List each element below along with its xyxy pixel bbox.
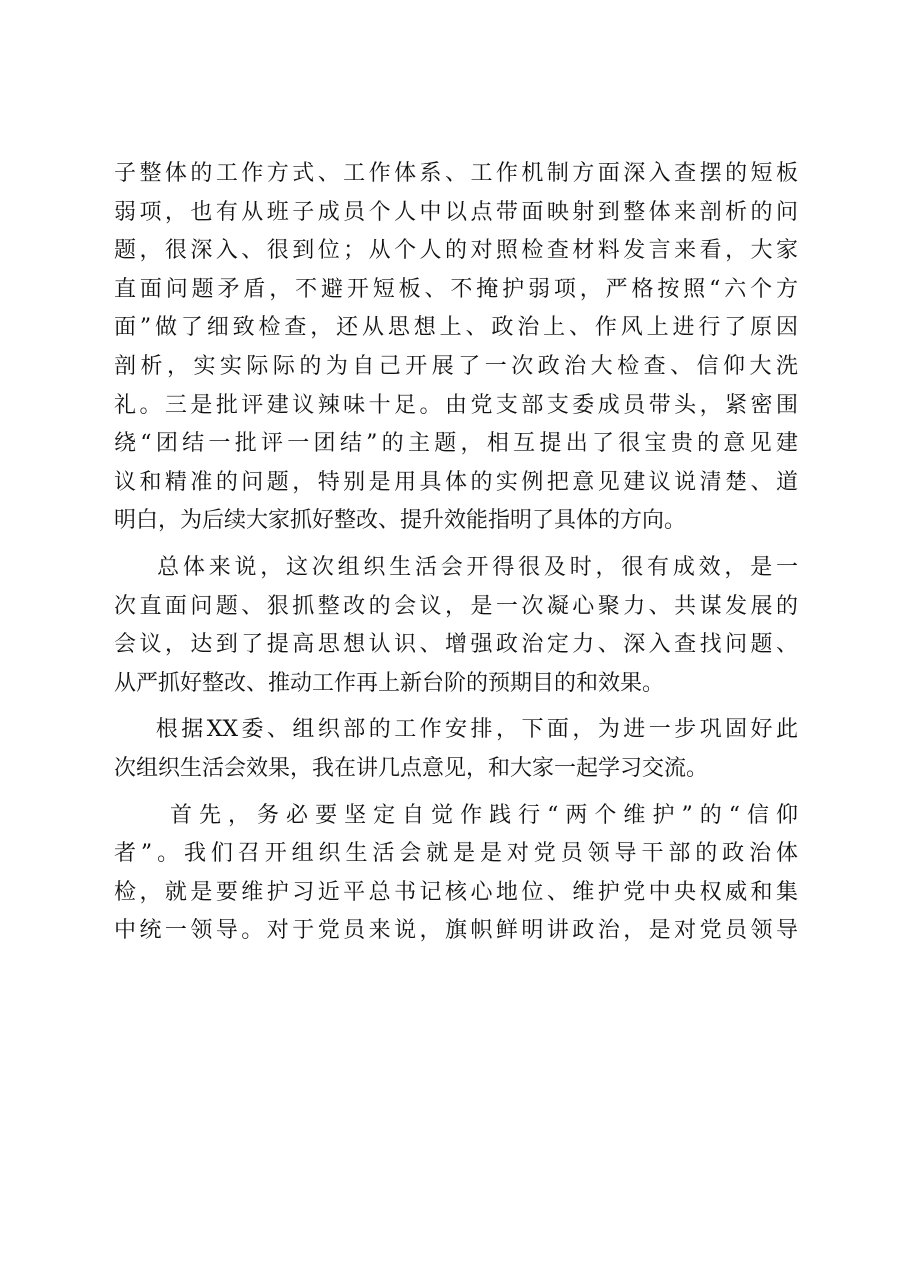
paragraph-4 bbox=[114, 797, 798, 951]
text-line: 礼。三是批评建议辣味十足。由党支部支委成员带头，紧密围 bbox=[114, 392, 798, 418]
text-line: 面”做了细致检查，还从思想上、政治上、作风上进行了原因 bbox=[114, 315, 798, 341]
text-line: 总体来说，这次组织生活会开得很及时，很有成效，是一 bbox=[114, 554, 798, 580]
text-line: 首先，务必要坚定自觉作践行“两个维护”的“信仰 bbox=[114, 802, 798, 828]
text-line: 题，很深入、很到位；从个人的对照检查材料发言来看，大家 bbox=[114, 238, 798, 264]
paragraph-3 bbox=[114, 711, 798, 788]
text-line: 议和精准的问题，特别是用具体的实例把意见建议说清楚、道 bbox=[114, 469, 798, 495]
text-line: 剖析，实实际际的为自己开展了一次政治大检查、信仰大洗 bbox=[114, 353, 798, 379]
text-line: 中统一领导。对于党员来说，旗帜鲜明讲政治，是对党员领导 bbox=[114, 918, 798, 944]
paragraph-1 bbox=[114, 155, 798, 541]
text-line: 从严抓好整改、推动工作再上新台阶的预期目的和效果。 bbox=[114, 670, 665, 696]
paragraph-gap bbox=[114, 703, 798, 711]
text-line: 直面问题矛盾，不避开短板、不掩护弱项，严格按照“六个方 bbox=[114, 276, 798, 302]
text-line: 明白，为后续大家抓好整改、提升效能指明了具体的方向。 bbox=[114, 508, 687, 534]
text-line: 会议，达到了提高思想认识、增强政治定力、深入查找问题、 bbox=[114, 632, 798, 658]
text-line: 根据XX委、组织部的工作安排，下面，为进一步巩固好此 bbox=[114, 717, 798, 743]
text-line: 者”。我们召开组织生活会就是是对党员领导干部的政治体 bbox=[114, 841, 798, 867]
text-line: 次组织生活会效果，我在讲几点意见，和大家一起学习交流。 bbox=[114, 755, 709, 781]
text-line: 检，就是要维护习近平总书记核心地位、维护党中央权威和集 bbox=[114, 879, 798, 905]
text-line: 次直面问题、狠抓整改的会议，是一次凝心聚力、共谋发展的 bbox=[114, 593, 798, 619]
text-line: 绕“团结一批评一团结”的主题，相互提出了很宝贵的意见建 bbox=[114, 431, 798, 457]
document-body bbox=[114, 155, 798, 951]
text-line: 子整体的工作方式、工作体系、工作机制方面深入查摆的短板 bbox=[114, 161, 798, 186]
text-line: 弱项，也有从班子成员个人中以点带面映射到整体来剖析的问 bbox=[114, 199, 798, 225]
paragraph-gap bbox=[114, 541, 798, 549]
paragraph-gap bbox=[114, 789, 798, 797]
paragraph-2 bbox=[114, 549, 798, 703]
